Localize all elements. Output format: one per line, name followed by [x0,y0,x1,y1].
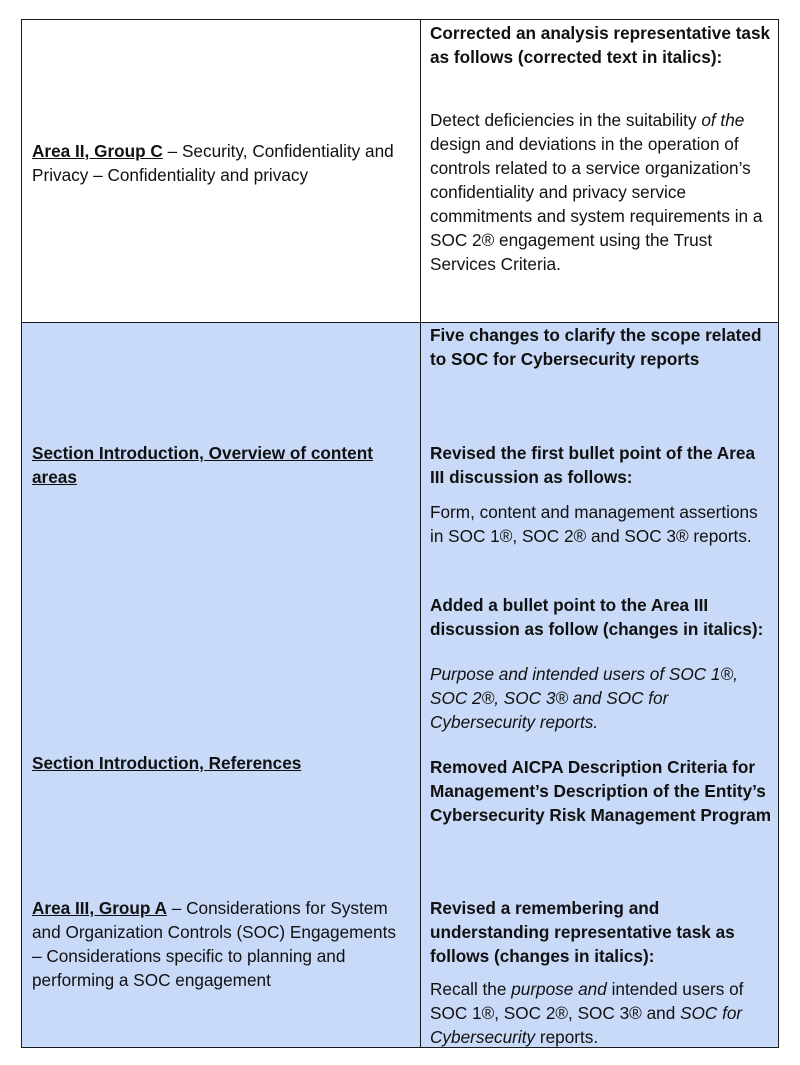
section-references-label: Section Introduction, References [32,753,302,773]
table-row [22,20,778,322]
change-body: Recall the purpose and intended users of SOC 1®, SOC 2®, SOC 3® and SOC for Cybersecurity reports. [430,979,744,1047]
table-row [22,322,778,1047]
column-divider [420,323,421,1047]
change-heading: Removed AICPA Description Criteria for Management’s Description of the Entity’s Cybersecurity Risk Management Program [430,757,772,825]
change-heading: Revised the first bullet point of the Area III discussion as follows: [430,443,756,487]
change-heading: Revised a remembering and understanding representative task as follows (changes in italics): [430,898,735,966]
change-body: Detect deficiencies in the suitability of the design and deviations in the operation of controls related to a service organization’s confidentiality and privacy service commitments and system requirements in a SOC 2® engagement using the Trust Services Criteria. [430,110,763,274]
area-description: Area III, Group A – Considerations for System and Organization Controls (SOC) Engagements – Considerations specific to planning and performing a SOC engagement [32,898,396,990]
section-overview-label: Section Introduction, Overview of content areas [32,443,373,487]
area-description: Area II, Group C – Security, Confidentiality and Privacy – Confidentiality and privacy [32,141,394,185]
changes-table [21,19,779,1048]
column-divider [420,20,421,322]
change-heading: Added a bullet point to the Area III discussion as follow (changes in italics): [430,595,764,639]
area-reference-link: Area III, Group A [32,898,167,918]
change-body: Purpose and intended users of SOC 1®, SOC 2®, SOC 3® and SOC for Cybersecurity reports. [430,664,738,732]
change-body: Form, content and management assertions in SOC 1®, SOC 2® and SOC 3® reports. [430,502,758,546]
change-heading: Corrected an analysis representative task as follows (corrected text in italics): [430,23,771,67]
change-heading: Five changes to clarify the scope related to SOC for Cybersecurity reports [430,325,762,369]
area-reference-link: Area II, Group C [32,141,163,161]
